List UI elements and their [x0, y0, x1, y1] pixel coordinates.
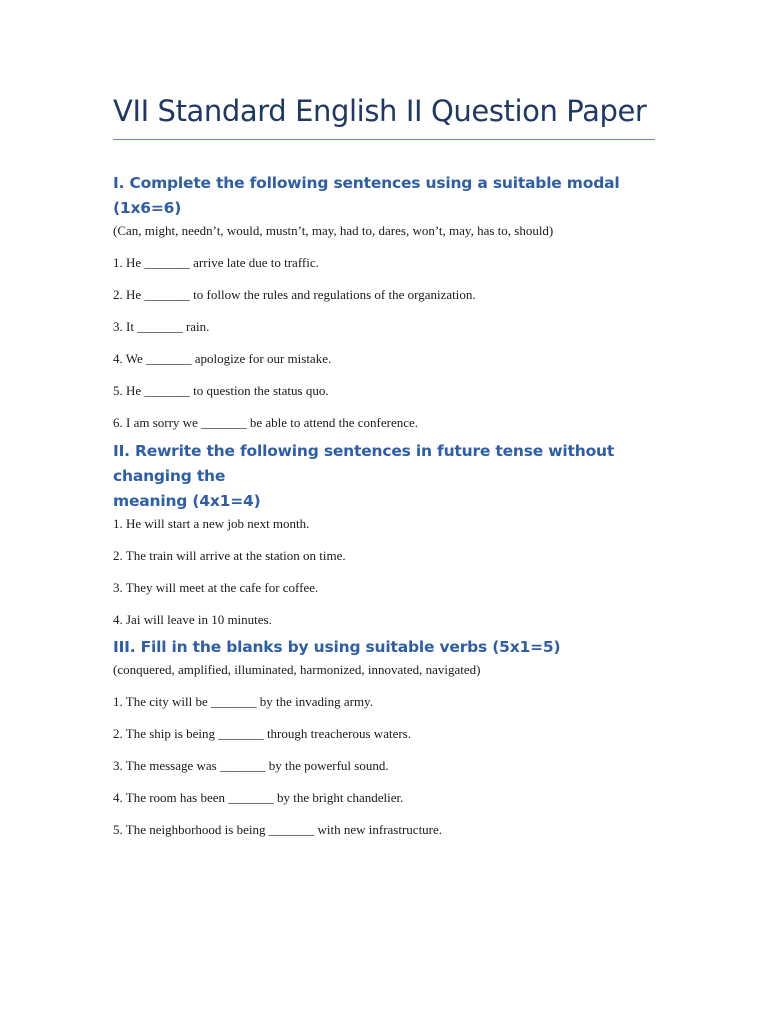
section-future-tense: [113, 439, 655, 642]
question-item: 1. He _______ arrive late due to traffic.: [113, 255, 319, 270]
document-title: VII Standard English II Question Paper: [113, 94, 647, 128]
question-item: 3. It _______ rain.: [113, 319, 210, 334]
question-item: 2. The train will arrive at the station on time.: [113, 548, 346, 563]
question-item: 1. The city will be _______ by the invading army.: [113, 694, 373, 709]
question-item: 2. The ship is being _______ through treacherous waters.: [113, 726, 411, 741]
section-heading-line: II. Rewrite the following sentences in future tense without changing the: [113, 442, 615, 485]
word-bank: (Can, might, needn’t, would, mustn’t, may, had to, dares, won’t, may, has to, should): [113, 223, 554, 238]
section-verbs: [113, 635, 655, 852]
section-heading: III. Fill in the blanks by using suitable verbs (5x1=5): [113, 638, 561, 656]
question-list: [113, 253, 655, 433]
question-item: 3. They will meet at the cafe for coffee.: [113, 580, 319, 595]
question-list: [113, 514, 655, 630]
question-item: 5. He _______ to question the status quo.: [113, 383, 329, 398]
question-item: 3. The message was _______ by the powerful sound.: [113, 758, 389, 773]
section-heading-line: meaning (4x1=4): [113, 492, 261, 510]
section-heading: [113, 439, 655, 514]
section-modals: [113, 171, 655, 445]
section-heading: I. Complete the following sentences using a suitable modal (1x6=6): [113, 174, 620, 217]
word-bank: (conquered, amplified, illuminated, harmonized, innovated, navigated): [113, 662, 481, 677]
question-item: 6. I am sorry we _______ be able to attend the conference.: [113, 415, 419, 430]
question-item: 4. Jai will leave in 10 minutes.: [113, 612, 272, 627]
question-item: 5. The neighborhood is being _______ with new infrastructure.: [113, 822, 443, 837]
question-list: [113, 692, 655, 840]
question-item: 1. He will start a new job next month.: [113, 516, 310, 531]
question-item: 4. We _______ apologize for our mistake.: [113, 351, 332, 366]
title-underline: [113, 139, 655, 140]
question-item: 2. He _______ to follow the rules and regulations of the organization.: [113, 287, 476, 302]
question-item: 4. The room has been _______ by the bright chandelier.: [113, 790, 404, 805]
